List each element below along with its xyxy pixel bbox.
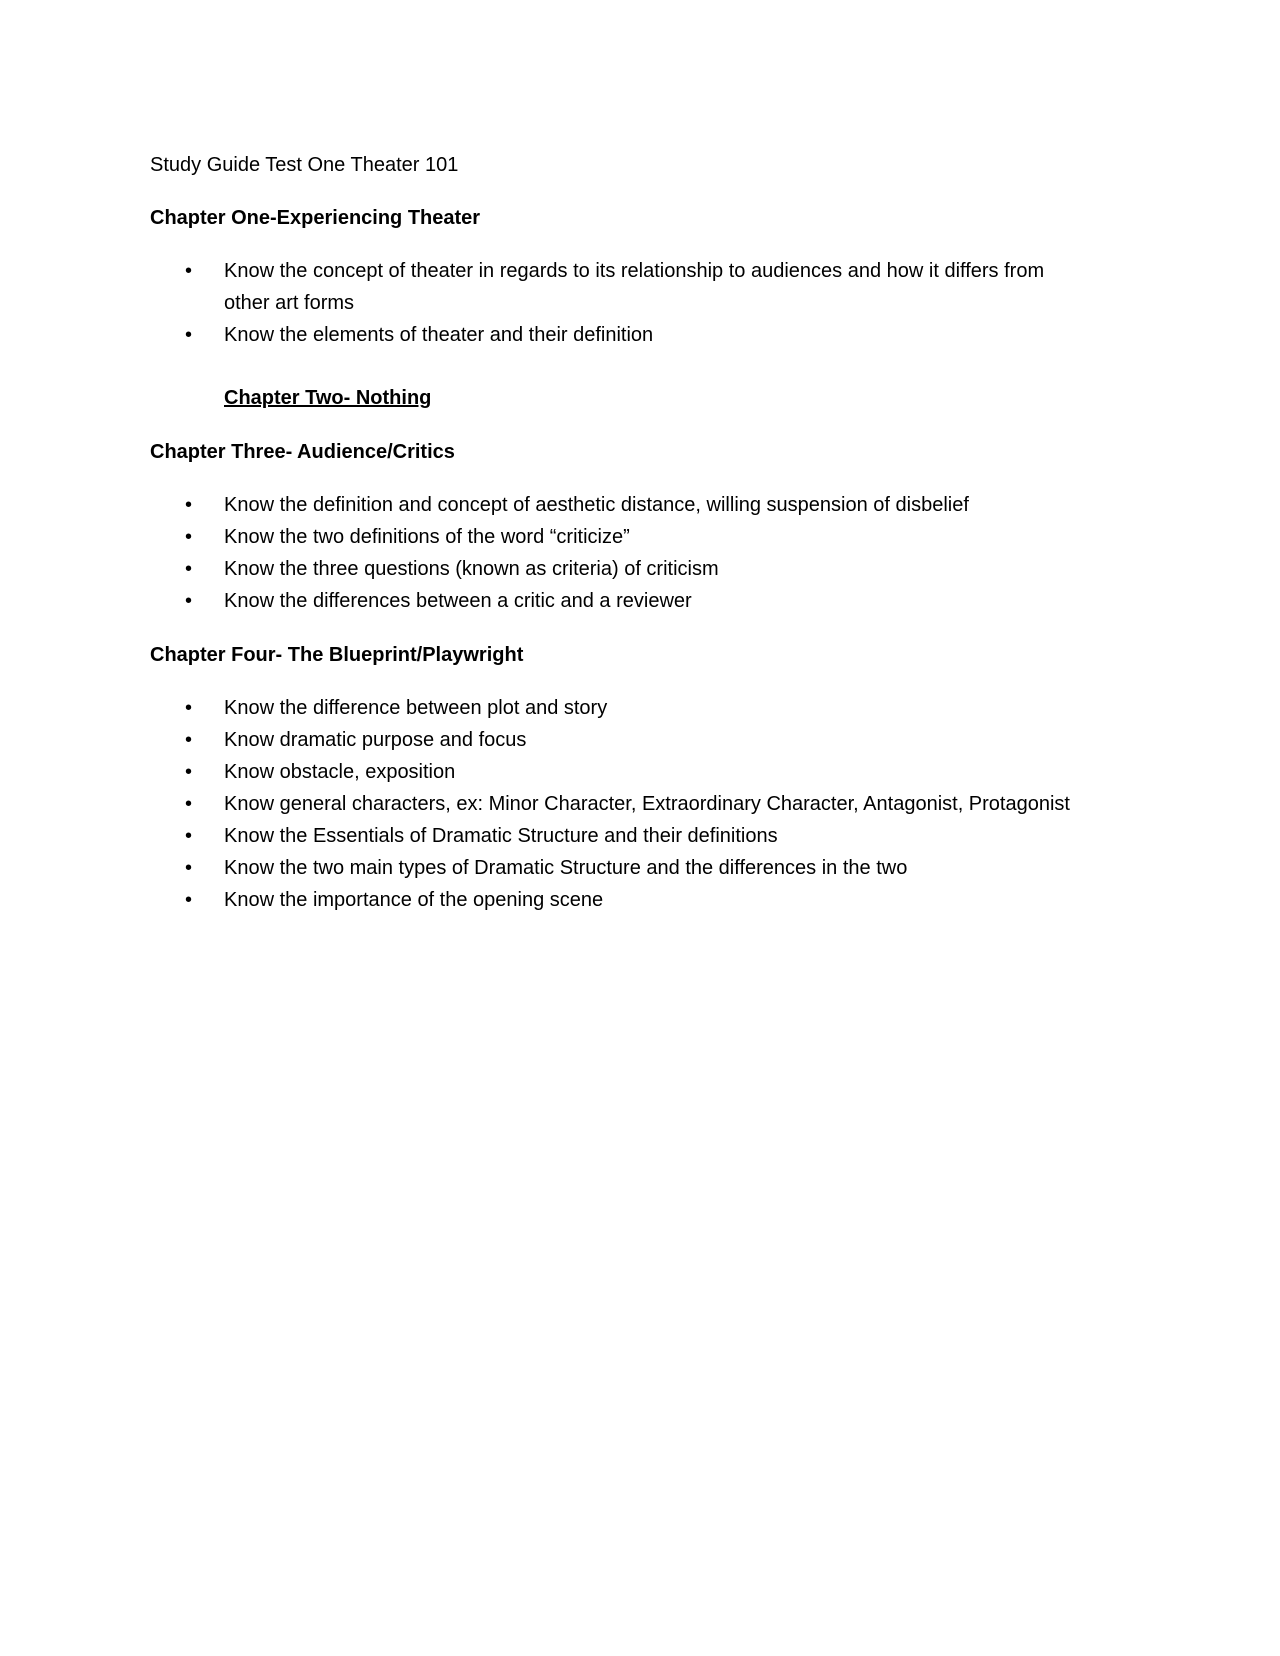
list-item: Know the difference between plot and story [224, 697, 608, 719]
list-item: Know the importance of the opening scene [224, 889, 604, 911]
chapter-four-heading: Chapter Four- The Blueprint/Playwright [150, 644, 524, 666]
bullet-icon: • [185, 889, 193, 911]
list-item: Know the two definitions of the word “criticize” [224, 526, 630, 548]
bullet-icon: • [185, 590, 193, 612]
list-item: Know obstacle, exposition [224, 761, 456, 783]
list-item: Know the Essentials of Dramatic Structure and their definitions [224, 825, 778, 847]
list-item: Know the differences between a critic and a reviewer [224, 590, 692, 612]
bullet-icon: • [185, 260, 193, 282]
document-title: Study Guide Test One Theater 101 [150, 154, 459, 176]
list-item: Know the definition and concept of aesthetic distance, willing suspension of disbelief [224, 494, 969, 516]
bullet-icon: • [185, 825, 193, 847]
bullet-icon: • [185, 697, 193, 719]
bullet-icon: • [185, 558, 193, 580]
list-item: Know the two main types of Dramatic Structure and the differences in the two [224, 857, 908, 879]
bullet-icon: • [185, 857, 193, 879]
bullet-icon: • [185, 494, 193, 516]
bullet-icon: • [185, 729, 193, 751]
list-item: Know the elements of theater and their definition [224, 324, 654, 346]
list-item: Know the concept of theater in regards to its relationship to audiences and how it differs from [224, 260, 1045, 282]
bullet-icon: • [185, 324, 193, 346]
list-item-continuation: other art forms [224, 292, 355, 314]
list-item: Know the three questions (known as criteria) of criticism [224, 558, 719, 580]
bullet-icon: • [185, 793, 193, 815]
list-item: Know general characters, ex: Minor Character, Extraordinary Character, Antagonist, Protagonist [224, 793, 1070, 815]
bullet-icon: • [185, 761, 193, 783]
bullet-icon: • [185, 526, 193, 548]
list-item: Know dramatic purpose and focus [224, 729, 527, 751]
chapter-one-heading: Chapter One-Experiencing Theater [150, 207, 481, 229]
chapter-three-heading: Chapter Three- Audience/Critics [150, 441, 455, 463]
chapter-two-heading: Chapter Two- Nothing [224, 387, 432, 409]
